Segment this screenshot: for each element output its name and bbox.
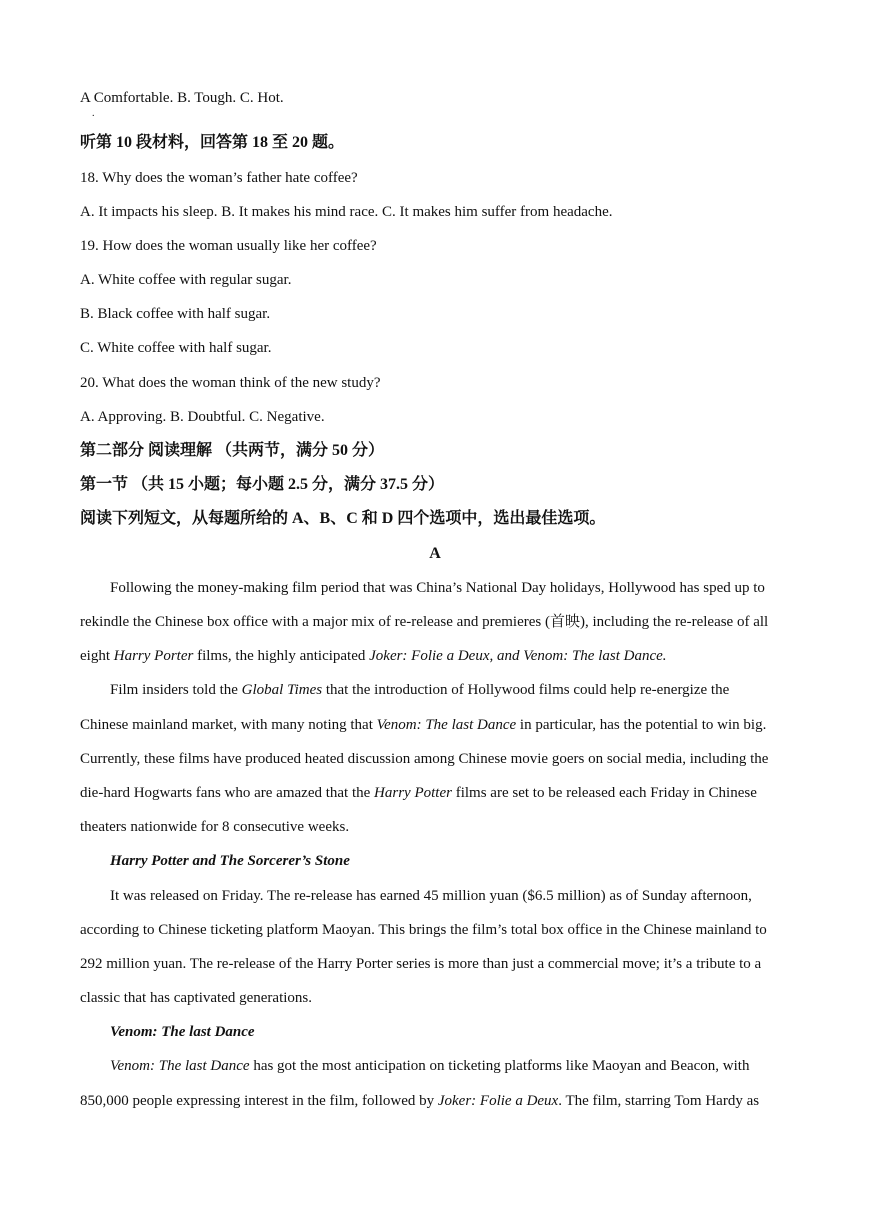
p2-line-4-text-c: films are set to be released each Friday in Chinese	[451, 785, 757, 801]
question-20: 20. What does the woman think of the new study?	[80, 375, 381, 391]
p1-line-1: Following the money-making film period that was China’s National Day holidays, Hollywood has sped up to	[110, 580, 765, 596]
p1-line-3	[80, 646, 667, 666]
p2-line-1-text-c: that the introduction of Hollywood films could help re-energize the	[322, 682, 730, 698]
p2-line-2-text-c: in particular, has the potential to win big.	[516, 717, 767, 733]
dot-mark: .	[92, 108, 95, 119]
title-harry-potter: Harry Potter	[374, 785, 452, 801]
subheading-harry-potter: Harry Potter and The Sorcerer’s Stone	[110, 853, 350, 869]
title-joker-venom: Joker: Folie a Deux, and Venom: The last Dance.	[369, 648, 667, 664]
p4-line-1-text-b: has got the most anticipation on ticketing platforms like Maoyan and Beacon, with	[249, 1058, 750, 1074]
question-19-option-b: B. Black coffee with half sugar.	[80, 306, 271, 322]
p4-line-1	[110, 1056, 749, 1076]
option-line-q17: A Comfortable. B. Tough. C. Hot.	[80, 90, 284, 106]
p3-line-4: classic that has captivated generations.	[80, 990, 312, 1006]
title-harry-porter: Harry Porter	[113, 648, 194, 664]
p2-line-5: theaters nationwide for 8 consecutive weeks.	[80, 819, 350, 835]
question-19-option-c: C. White coffee with half sugar.	[80, 340, 272, 356]
p1-line-3-text-c: films, the highly anticipated	[193, 648, 370, 664]
p3-line-2: according to Chinese ticketing platform Maoyan. This brings the film’s total box office in the Chinese mainland to	[80, 922, 767, 938]
title-global-times: Global Times	[241, 682, 323, 698]
part-2-title: 第二部分 阅读理解 （共两节，满分 50 分）	[80, 442, 385, 459]
p2-line-1	[110, 680, 729, 700]
p2-line-2	[80, 715, 766, 735]
p2-line-4	[80, 783, 757, 803]
reading-instruction: 阅读下列短文，从每题所给的 A、B、C 和 D 四个选项中，选出最佳选项。	[80, 510, 606, 527]
question-19-option-a: A. White coffee with regular sugar.	[80, 272, 292, 288]
section-1-title: 第一节 （共 15 小题；每小题 2.5 分，满分 37.5 分）	[80, 476, 445, 493]
p3-line-3: 292 million yuan. The re-release of the Harry Porter series is more than just a commercial move; it’s a tribute to a	[80, 956, 762, 972]
p1-line-3-text-a: eight	[80, 648, 114, 664]
question-18: 18. Why does the woman’s father hate coffee?	[80, 170, 358, 186]
title-joker: Joker: Folie a Deux	[437, 1093, 559, 1109]
p4-line-2	[80, 1091, 759, 1111]
p2-line-4-text-a: die-hard Hogwarts fans who are amazed that the	[80, 785, 375, 801]
title-venom: Venom: The last Dance	[376, 717, 517, 733]
subheading-venom: Venom: The last Dance	[110, 1024, 255, 1040]
p2-line-3: Currently, these films have produced heated discussion among Chinese movie goers on social media, including the	[80, 751, 769, 767]
p4-line-2-text-a: 850,000 people expressing interest in the film, followed by	[80, 1093, 438, 1109]
question-19: 19. How does the woman usually like her coffee?	[80, 238, 377, 254]
p2-line-1-text-a: Film insiders told the	[110, 682, 242, 698]
p3-line-1: It was released on Friday. The re-release has earned 45 million yuan ($6.5 million) as of Sunday afternoon,	[110, 888, 752, 904]
listening-section-10-instruction: 听第 10 段材料，回答第 18 至 20 题。	[80, 134, 345, 151]
title-venom-2: Venom: The last Dance	[110, 1058, 250, 1074]
p4-line-2-text-c: . The film, starring Tom Hardy as	[558, 1093, 760, 1109]
question-18-options: A. It impacts his sleep. B. It makes his mind race. C. It makes him suffer from headache.	[80, 204, 613, 220]
question-20-options: A. Approving. B. Doubtful. C. Negative.	[80, 409, 325, 425]
p1-line-2: rekindle the Chinese box office with a major mix of re-release and premieres (首映), including the re-release of all	[80, 614, 769, 630]
passage-label: A	[429, 545, 441, 562]
p2-line-2-text-a: Chinese mainland market, with many noting that	[80, 717, 377, 733]
